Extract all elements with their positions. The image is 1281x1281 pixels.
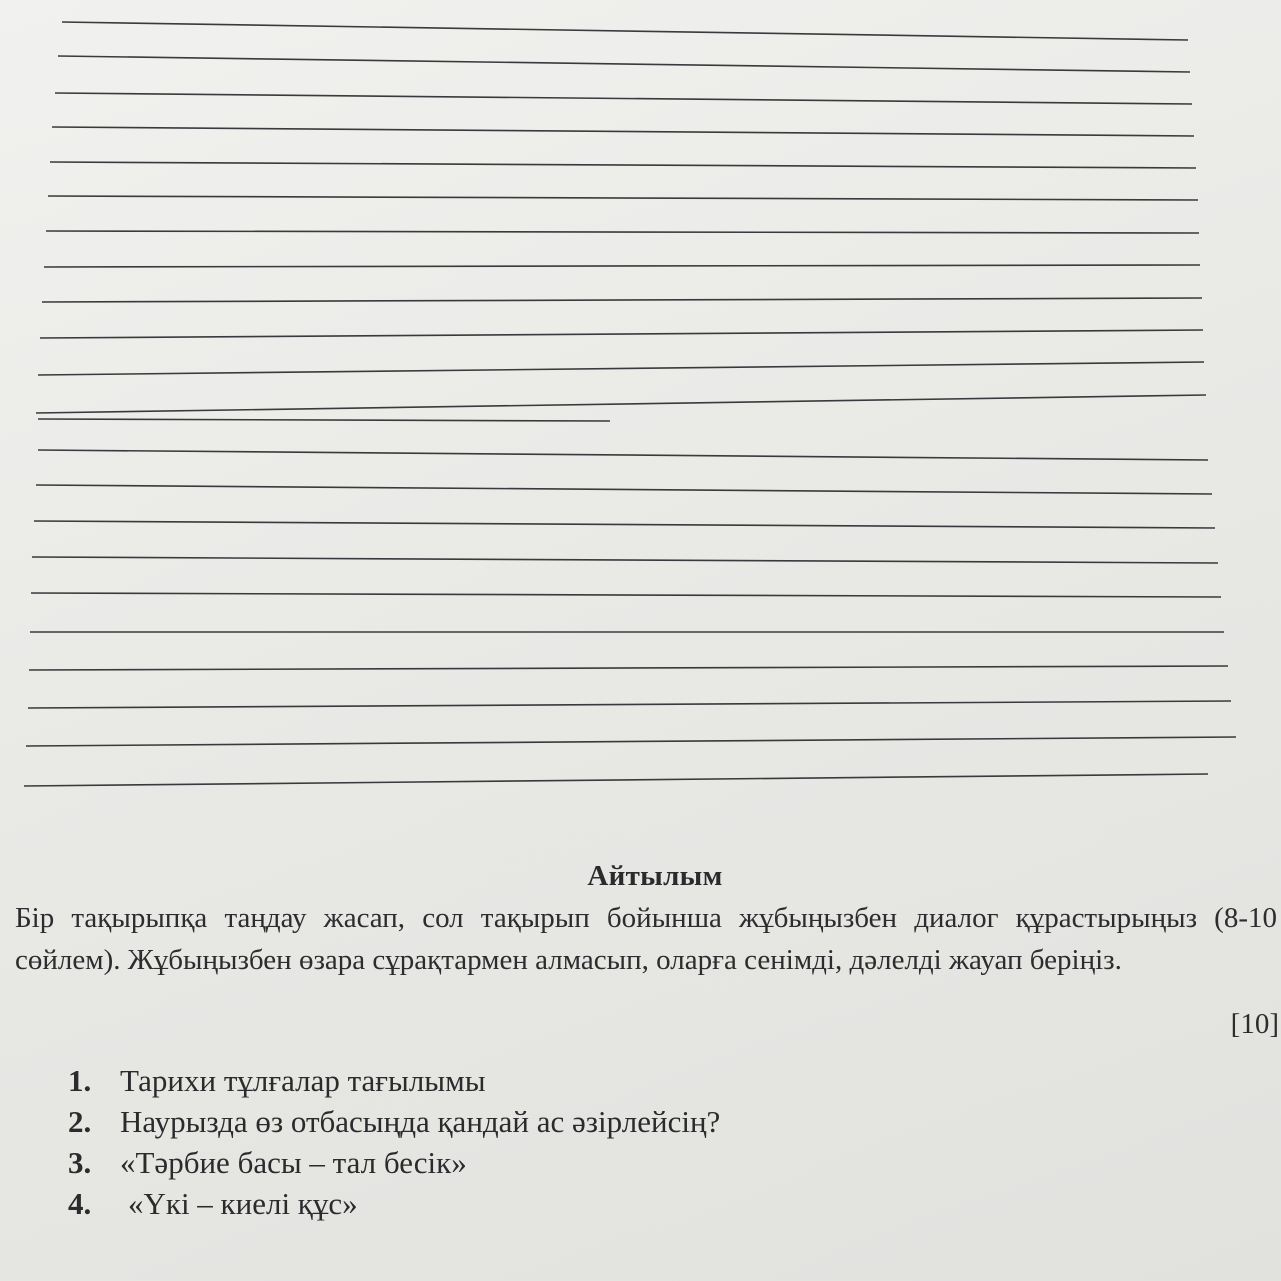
- ruled-line: [38, 362, 1204, 375]
- ruled-line: [62, 22, 1188, 40]
- ruled-line: [26, 737, 1236, 746]
- ruled-line: [28, 701, 1231, 708]
- topic-text: Тарихи тұлғалар тағылымы: [120, 1063, 486, 1098]
- ruled-line: [38, 450, 1208, 460]
- ruled-line: [58, 56, 1190, 72]
- topic-number: 2.: [68, 1104, 92, 1139]
- ruled-line: [32, 557, 1218, 563]
- ruled-line: [31, 593, 1221, 597]
- topic-item: [68, 1060, 720, 1101]
- ruled-line: [44, 265, 1200, 267]
- score-points: [10]: [1230, 1008, 1279, 1040]
- ruled-line: [46, 231, 1199, 233]
- topic-list: [68, 1060, 720, 1224]
- ruled-line: [40, 330, 1203, 338]
- ruled-line: [55, 93, 1192, 104]
- topic-item: [68, 1183, 720, 1224]
- ruled-line: [52, 127, 1194, 136]
- topic-text: «Үкі – киелі құс»: [128, 1186, 358, 1221]
- ruled-line: [36, 395, 1206, 413]
- topic-number: 4.: [68, 1186, 92, 1221]
- topic-item: [68, 1142, 720, 1183]
- ruled-line: [29, 666, 1228, 670]
- topic-number: 3.: [68, 1145, 92, 1180]
- topic-item: [68, 1101, 720, 1142]
- task-instructions: Бір тақырыпқа таңдау жасап, сол тақырып бойынша жұбыңызбен диалог құрастырыңыз (8-10 сөйлем). Жұбыңызбен өзара сұрақтармен алмасып, оларға сенімді, дәлелді жауап беріңіз.: [15, 902, 1277, 976]
- topic-number: 1.: [68, 1063, 92, 1098]
- ruled-line: [36, 485, 1212, 494]
- topic-text: «Тәрбие басы – тал бесік»: [120, 1145, 467, 1180]
- topic-text: Наурызда өз отбасыңда қандай ас әзірлейсің?: [120, 1104, 721, 1139]
- ruled-line: [38, 419, 610, 421]
- section-title: Айтылым: [587, 860, 723, 892]
- ruled-line: [48, 196, 1198, 200]
- ruled-line: [42, 298, 1202, 302]
- ruled-line: [50, 162, 1196, 168]
- ruled-line: [34, 521, 1215, 528]
- ruled-line: [24, 774, 1208, 786]
